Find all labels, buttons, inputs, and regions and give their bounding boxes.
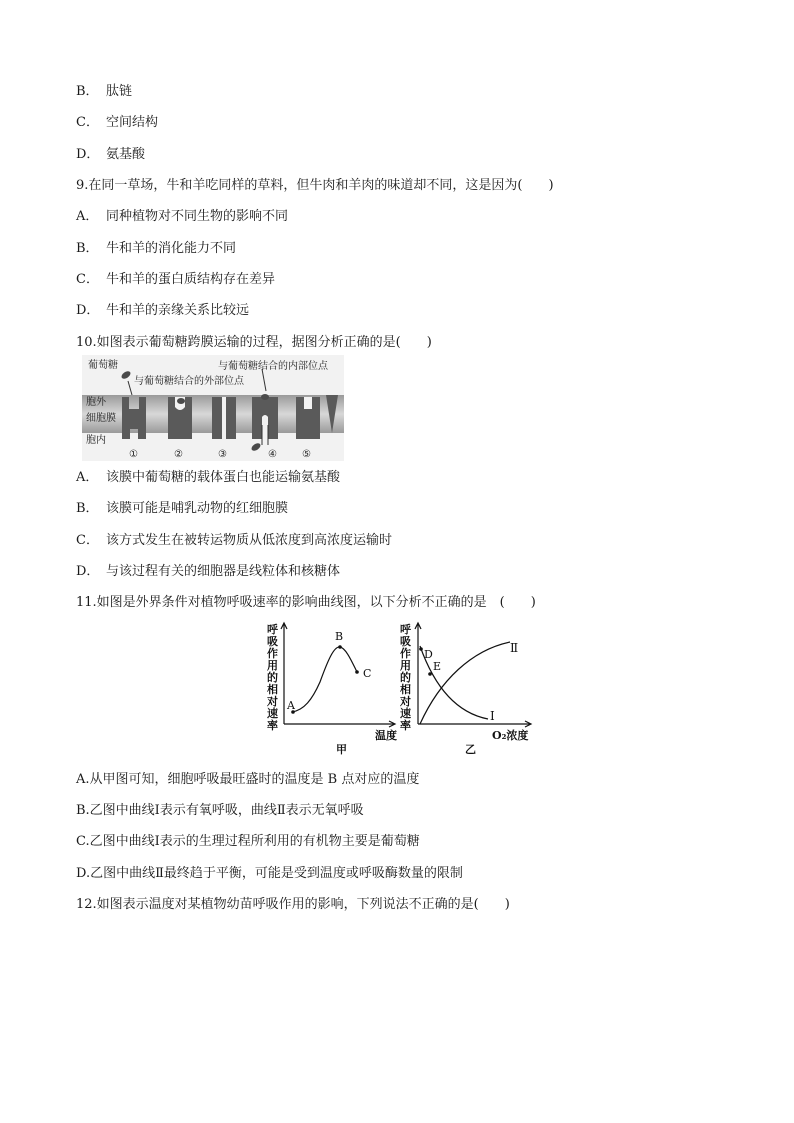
question-11-stem: 11.如图是外界条件对植物呼吸速率的影响曲线图，以下分析不正确的是 ( ) xyxy=(76,595,536,610)
point-c-label: C xyxy=(363,667,372,680)
option-c xyxy=(76,114,158,132)
jia-xlabel: 温度 xyxy=(375,729,397,742)
step-label: ③ xyxy=(218,449,227,460)
point-e xyxy=(428,672,432,676)
option-letter: B． xyxy=(76,84,99,99)
option-b xyxy=(76,83,132,101)
option-letter: A． xyxy=(76,470,99,485)
q9-option-c xyxy=(76,271,275,289)
glucose-molecule xyxy=(261,394,269,400)
glucose-label: 葡萄糖 xyxy=(88,360,118,371)
q10-option-c xyxy=(76,532,392,550)
respiration-rate-figure xyxy=(262,620,542,760)
option-text: 氨基酸 xyxy=(106,147,146,162)
q10-option-d xyxy=(76,563,340,581)
option-text: 该方式发生在被转运物质从低浓度到高浓度运输时 xyxy=(106,533,393,548)
option-letter: D． xyxy=(76,147,100,162)
inside-label: 胞内 xyxy=(86,435,106,446)
ylabel-char: 速 xyxy=(400,707,411,720)
option-text: 该膜中葡萄糖的载体蛋白也能运输氨基酸 xyxy=(106,470,341,485)
point-a-label: A xyxy=(287,699,295,712)
option-d xyxy=(76,146,145,164)
inner-site-label: 与葡萄糖结合的内部位点 xyxy=(218,361,328,372)
ylabel-char: 作 xyxy=(267,647,278,660)
jia-caption: 甲 xyxy=(336,743,347,756)
q9-option-d xyxy=(76,302,249,320)
ylabel-char: 相 xyxy=(267,683,278,696)
yi-caption: 乙 xyxy=(465,743,476,756)
ylabel-char: 对 xyxy=(267,695,278,708)
curve-i-label: Ⅰ xyxy=(490,709,495,723)
ylabel-char: 用 xyxy=(267,659,278,672)
curve-ii-label: Ⅱ xyxy=(510,641,519,655)
ylabel-char: 率 xyxy=(400,719,411,732)
point-b xyxy=(338,645,342,649)
step-label: ④ xyxy=(268,449,277,460)
q11-option-a: A.从甲图可知，细胞呼吸最旺盛时的温度是 B 点对应的温度 xyxy=(76,772,420,787)
ylabel-char: 吸 xyxy=(267,635,278,648)
q11-option-b: B.乙图中曲线Ⅰ表示有氧呼吸，曲线Ⅱ表示无氧呼吸 xyxy=(76,803,364,818)
point-d-label: D xyxy=(424,648,433,661)
option-letter: C． xyxy=(76,115,99,130)
q10-option-a xyxy=(76,469,340,487)
q10-option-b xyxy=(76,500,288,518)
q9-option-a xyxy=(76,208,288,226)
option-text: 牛和羊的蛋白质结构存在差异 xyxy=(106,272,276,287)
ylabel-char: 作 xyxy=(400,647,411,660)
option-text: 同种植物对不同生物的影响不同 xyxy=(106,209,289,224)
point-d xyxy=(419,647,423,651)
option-letter: B． xyxy=(76,501,99,516)
option-letter: D． xyxy=(76,564,100,579)
ylabel-char: 相 xyxy=(400,683,411,696)
option-letter: D． xyxy=(76,303,100,318)
ylabel-char: 呼 xyxy=(267,623,278,636)
yi-xlabel: O₂浓度 xyxy=(492,729,529,742)
question-10-stem: 10.如图表示葡萄糖跨膜运输的过程，据图分析正确的是( ) xyxy=(76,335,432,350)
option-letter: A． xyxy=(76,209,99,224)
step-label: ② xyxy=(174,449,183,460)
step-label: ① xyxy=(129,449,138,460)
q9-option-b xyxy=(76,240,236,258)
q11-option-d: D.乙图中曲线Ⅱ最终趋于平衡，可能是受到温度或呼吸酶数量的限制 xyxy=(76,866,463,881)
outside-label: 胞外 xyxy=(86,397,106,408)
ylabel-char: 的 xyxy=(267,671,278,684)
option-text: 牛和羊的亲缘关系比较远 xyxy=(106,303,250,318)
ylabel-char: 率 xyxy=(267,719,278,732)
glucose-molecule xyxy=(177,398,185,404)
option-letter: B． xyxy=(76,241,99,256)
step-label: ⑤ xyxy=(302,449,311,460)
point-c xyxy=(355,670,359,674)
curve-ii xyxy=(420,642,510,724)
jia-curve xyxy=(292,647,357,712)
option-text: 与该过程有关的细胞器是线粒体和核糖体 xyxy=(106,564,341,579)
question-9-stem: 9.在同一草场，牛和羊吃同样的草料，但牛肉和羊肉的味道却不同，这是因为( ) xyxy=(76,178,554,193)
option-text: 空间结构 xyxy=(106,115,159,130)
glucose-transport-figure xyxy=(82,355,344,461)
ylabel-char: 用 xyxy=(400,659,411,672)
point-b-label: B xyxy=(335,630,344,643)
outer-site-label: 与葡萄糖结合的外部位点 xyxy=(134,376,244,387)
ylabel-char: 呼 xyxy=(400,623,411,636)
option-letter: C． xyxy=(76,272,99,287)
ylabel-char: 对 xyxy=(400,695,411,708)
ylabel-char: 的 xyxy=(400,671,411,684)
option-text: 牛和羊的消化能力不同 xyxy=(106,241,237,256)
question-12-stem: 12.如图表示温度对某植物幼苗呼吸作用的影响，下列说法不正确的是( ) xyxy=(76,897,510,912)
ylabel-char: 吸 xyxy=(400,635,411,648)
option-text: 该膜可能是哺乳动物的红细胞膜 xyxy=(106,501,289,516)
point-e-label: E xyxy=(433,660,442,673)
ylabel-char: 速 xyxy=(267,707,278,720)
membrane-label: 细胞膜 xyxy=(86,413,116,424)
option-text: 肽链 xyxy=(106,84,133,99)
q11-option-c: C.乙图中曲线Ⅰ表示的生理过程所利用的有机物主要是葡萄糖 xyxy=(76,834,420,849)
option-letter: C． xyxy=(76,533,99,548)
